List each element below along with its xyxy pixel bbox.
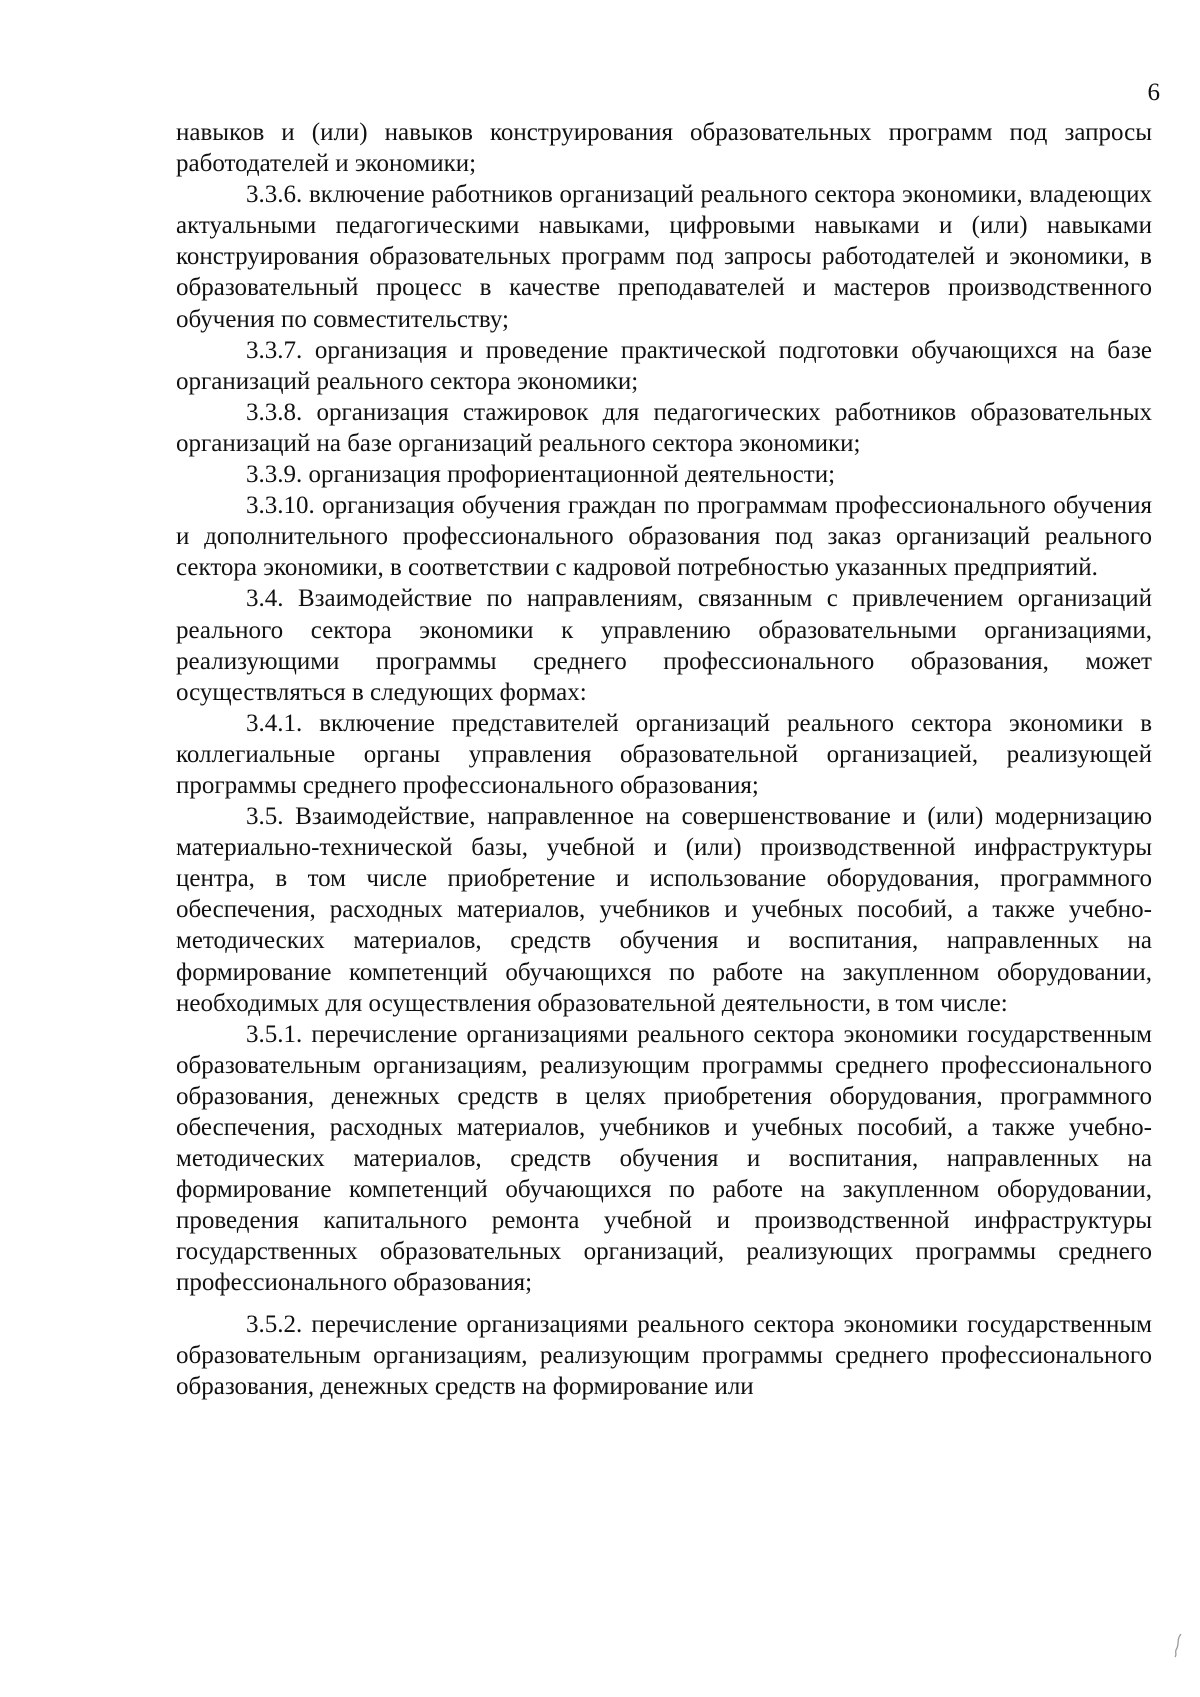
paragraph-3-4-1: 3.4.1. включение представителей организаций реального сектора экономики в коллегиальные органы управления образовательной организацией, реализующей программы среднего профессионального образования;: [176, 709, 1152, 799]
paragraph-3-5: 3.5. Взаимодействие, направленное на совершенствование и (или) модернизацию материально-технической базы, учебной и (или) производственной инфраструктуры центра, в том числе приобретение и использование оборудования, программного обеспечения, расходных материалов, учебников и учебных пособий, а также учебно-методических материалов, средств обучения и воспитания, направленных на формирование компетенций обучающихся по работе на закупленном оборудовании, необходимых для осуществления образовательной деятельности, в том числе:: [176, 803, 1152, 1017]
paragraph-3-5-2: 3.5.2. перечисление организациями реального сектора экономики государственным образовательным организациям, реализующим программы среднего профессионального образования, денежных средств на формирование или: [176, 1310, 1152, 1400]
scan-artifact-mark: [1172, 1632, 1184, 1658]
page-number: 6: [1147, 79, 1160, 106]
paragraph-3-3-9: 3.3.9. организация профориентационной деятельности;: [246, 461, 836, 489]
paragraph-continuation: навыков и (или) навыков конструирования образовательных программ под запросы работодателей и экономики;: [176, 119, 1152, 178]
paragraph-3-3-6: 3.3.6. включение работников организаций реального сектора экономики, владеющих актуальными педагогическими навыками, цифровыми навыками и (или) навыками конструирования образовательных программ под запросы работодателей и экономики, в образовательный процесс в качестве преподавателей и мастеров производственного обучения по совместительству;: [176, 181, 1152, 333]
paragraph-3-3-10: 3.3.10. организация обучения граждан по программам профессионального обучения и дополнительного профессионального образования под заказ организаций реального сектора экономики, в соответствии с кадровой потребностью указанных предприятий.: [176, 492, 1152, 582]
paragraph-3-3-8: 3.3.8. организация стажировок для педагогических работников образовательных организаций на базе организаций реального сектора экономики;: [176, 398, 1152, 457]
paragraph-3-3-7: 3.3.7. организация и проведение практической подготовки обучающихся на базе организаций реального сектора экономики;: [176, 336, 1152, 395]
document-body: [176, 117, 1152, 1402]
paragraph-3-5-1: 3.5.1. перечисление организациями реального сектора экономики государственным образовательным организациям, реализующим программы среднего профессионального образования, денежных средств в целях приобретения оборудования, программного обеспечения, расходных материалов, учебников и учебных пособий, а также учебно-методических материалов, средств обучения и воспитания, направленных на формирование компетенций обучающихся по работе на закупленном оборудовании, проведения капитального ремонта учебной и производственной инфраструктуры государственных образовательных организаций, реализующих программы среднего профессионального образования;: [176, 1020, 1152, 1297]
paragraph-3-4: 3.4. Взаимодействие по направлениям, связанным с привлечением организаций реального сектора экономики к управлению образовательными организациями, реализующими программы среднего профессионального образования, может осуществляться в следующих формах:: [176, 585, 1152, 706]
